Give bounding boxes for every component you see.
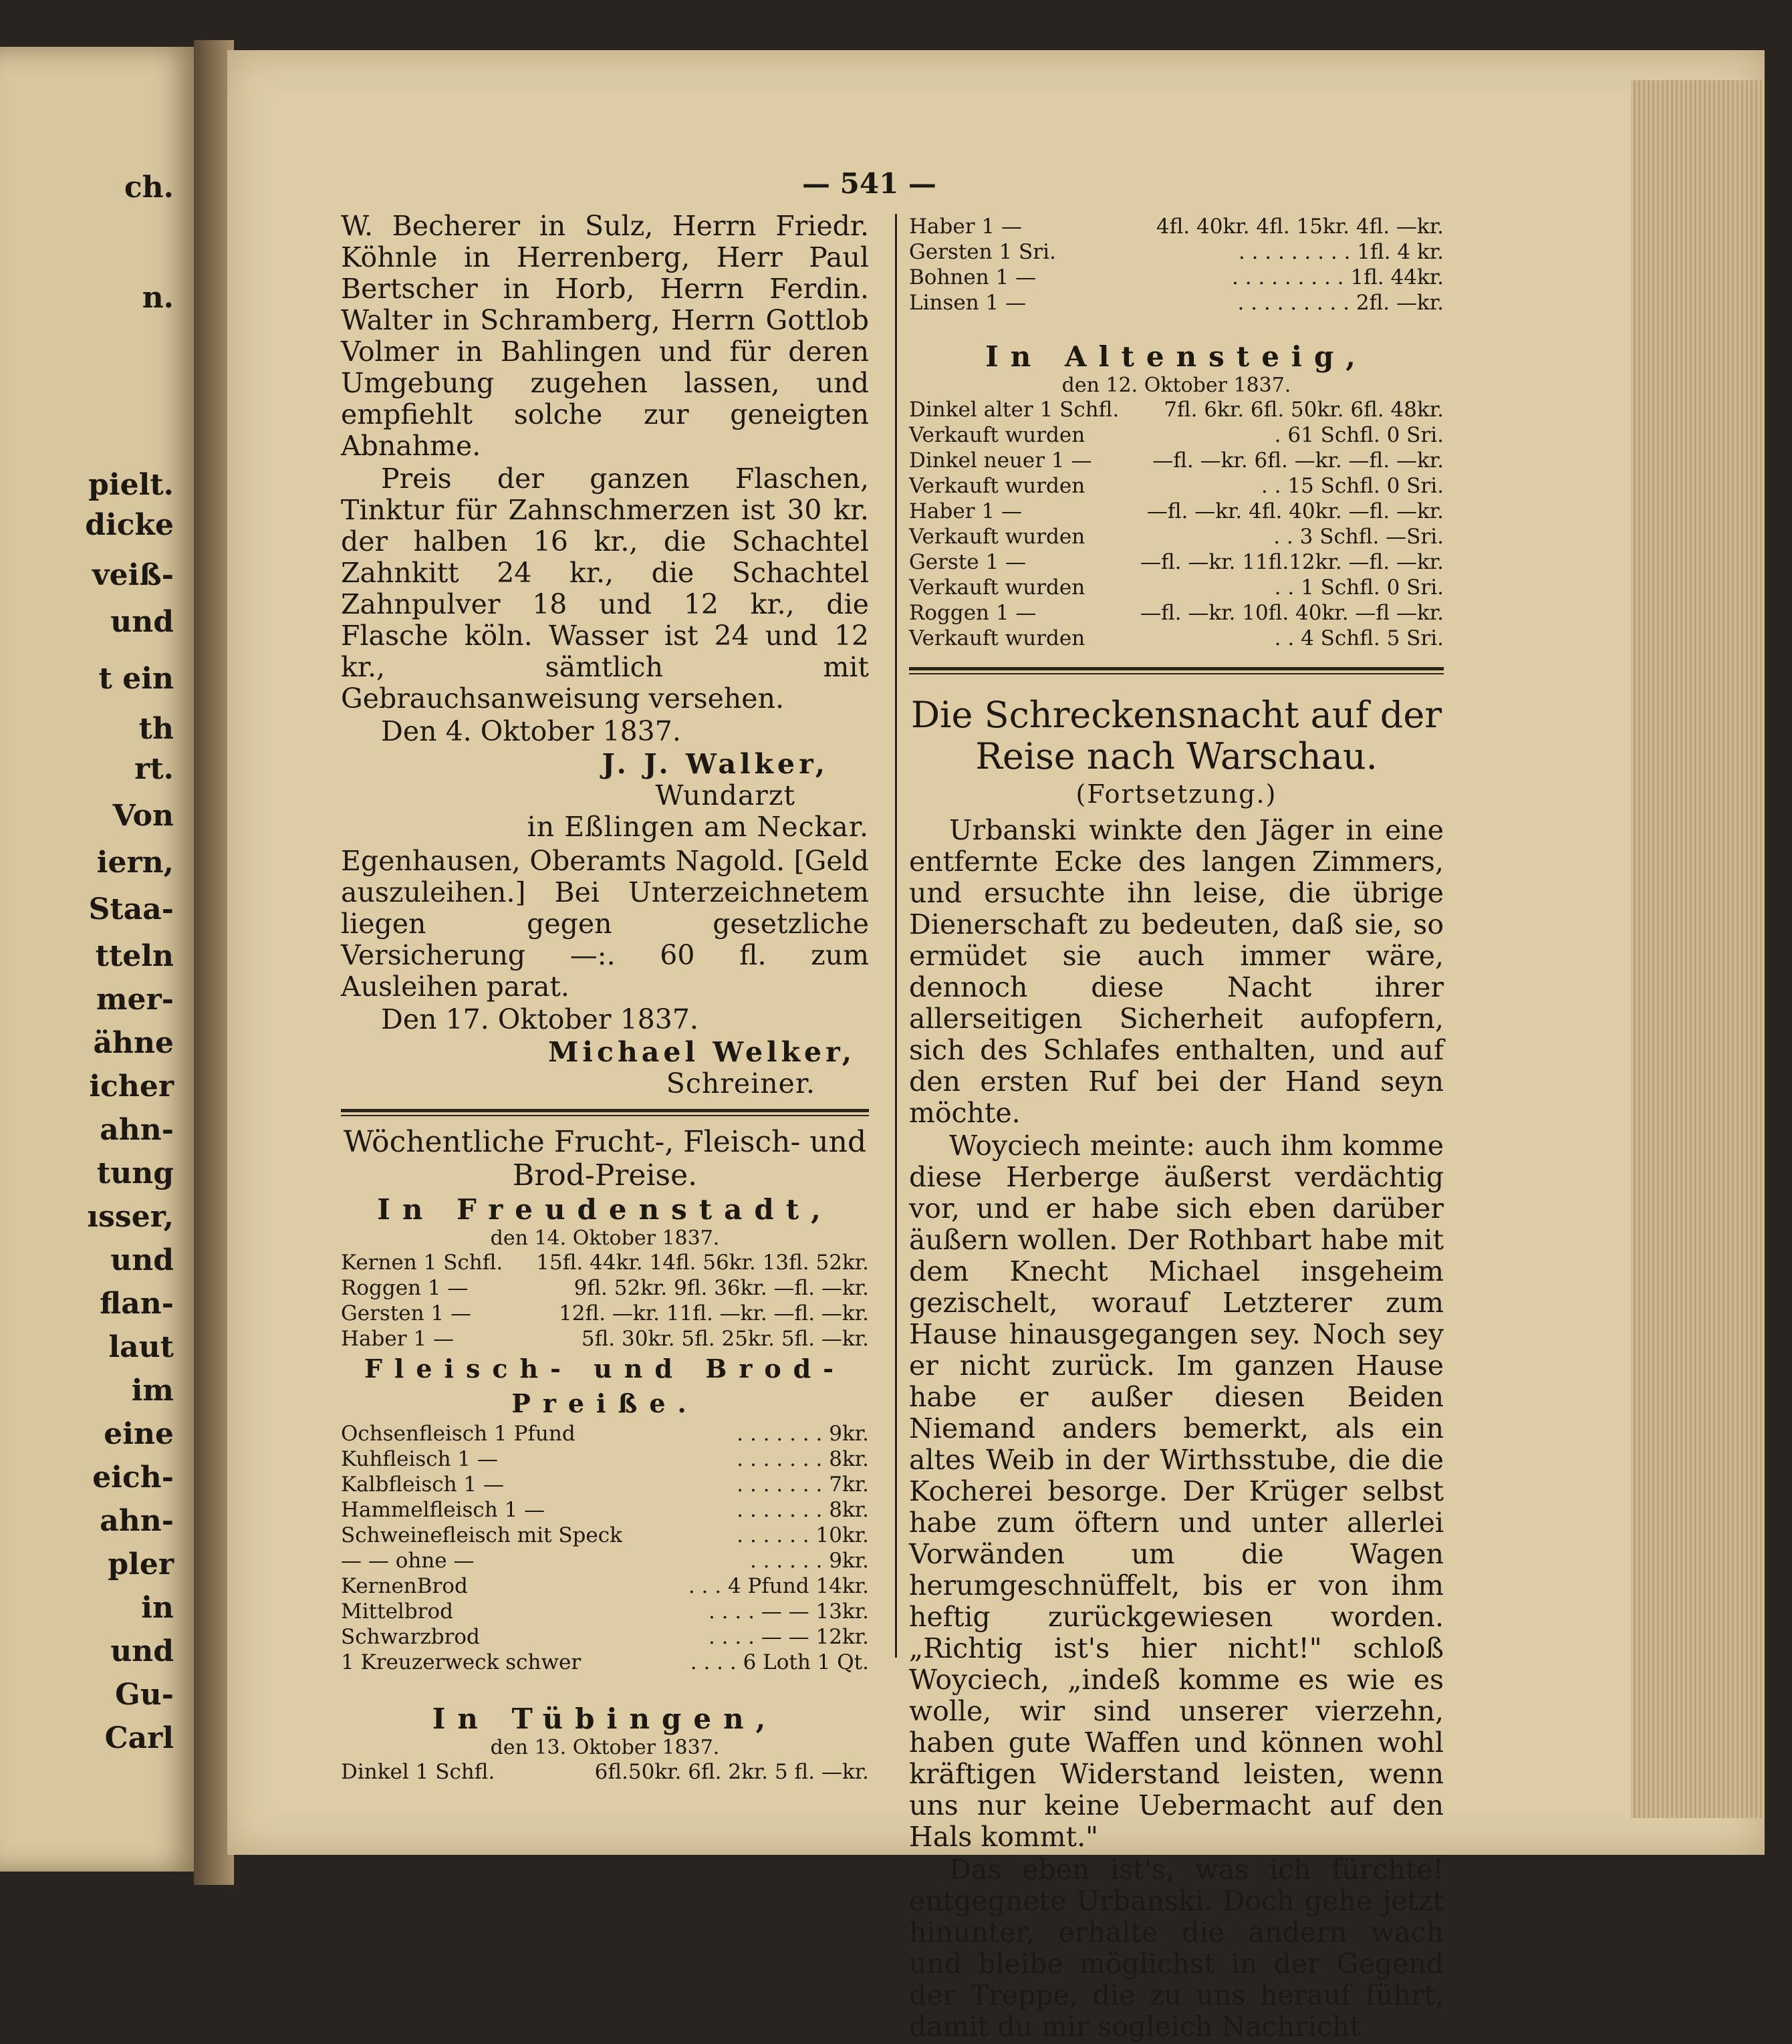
price-row-label: Kalbfleisch 1 — bbox=[341, 1473, 505, 1497]
signature-title-2: Schreiner. bbox=[666, 1067, 815, 1100]
left-page-line: eine bbox=[104, 1417, 174, 1451]
price-row-values: . . . . . . 10kr. bbox=[737, 1523, 869, 1547]
left-page-line: tteln bbox=[95, 939, 174, 973]
signature-place-1: in Eßlingen am Neckar. bbox=[527, 811, 869, 843]
price-row bbox=[341, 1548, 869, 1573]
price-row-values: —fl. —kr. 11fl.12kr. —fl. —kr. bbox=[1140, 550, 1444, 574]
price-row bbox=[341, 1573, 869, 1599]
left-page-line: th bbox=[138, 712, 174, 746]
price-row-label: Roggen 1 — bbox=[909, 601, 1037, 625]
story-subtitle: (Fortsetzung.) bbox=[1075, 779, 1277, 809]
left-page-line: t ein bbox=[98, 662, 174, 696]
price-row bbox=[341, 1759, 869, 1785]
price-row-values: . . 3 Schfl. —Sri. bbox=[1273, 525, 1444, 549]
signature-name-1: J. J. Walker, bbox=[602, 748, 829, 780]
price-row-label: Gersten 1 — bbox=[341, 1301, 472, 1325]
price-row bbox=[909, 549, 1444, 575]
price-row-label: Verkauft wurden bbox=[909, 626, 1085, 650]
signature-title-1: Wundarzt bbox=[655, 779, 795, 811]
price-row-label: Verkauft wurden bbox=[909, 576, 1085, 600]
price-row-label: Schweinefleisch mit Speck bbox=[341, 1523, 622, 1547]
price-row-values: . . 1 Schfl. 0 Sri. bbox=[1274, 576, 1444, 600]
left-column bbox=[341, 211, 869, 1785]
signature-name-2: Michael Welker, bbox=[548, 1036, 856, 1068]
price-row-label: Dinkel neuer 1 — bbox=[909, 449, 1092, 473]
price-row-label: Roggen 1 — bbox=[341, 1276, 469, 1300]
price-row bbox=[341, 1523, 869, 1548]
column-rule bbox=[895, 214, 897, 1658]
left-page-line: flan- bbox=[100, 1287, 174, 1321]
price-row-label: Gersten 1 Sri. bbox=[909, 240, 1056, 264]
price-row-values: . . . . . . . 9kr. bbox=[737, 1422, 869, 1446]
prices-title: Wöchentliche Frucht-, Fleisch- und Brod-Preise. bbox=[343, 1125, 867, 1192]
price-row-label: Schwarzbrod bbox=[341, 1625, 480, 1649]
price-row-label: Linsen 1 — bbox=[909, 291, 1027, 315]
ad-date-2: Den 17. Oktober 1837. bbox=[381, 1003, 698, 1035]
tuebingen-heading: In Tübingen, bbox=[432, 1702, 778, 1735]
price-row bbox=[909, 422, 1444, 448]
freudenstadt-table bbox=[341, 1250, 869, 1352]
price-row-values: 5fl. 30kr. 5fl. 25kr. 5fl. —kr. bbox=[581, 1327, 869, 1351]
price-row bbox=[341, 1472, 869, 1497]
freudenstadt-heading: In Freudenstadt, bbox=[377, 1193, 833, 1226]
price-row-values: . 61 Schfl. 0 Sri. bbox=[1274, 423, 1444, 447]
price-row-values: 15fl. 44kr. 14fl. 56kr. 13fl. 52kr. bbox=[536, 1251, 869, 1275]
price-row-label: Verkauft wurden bbox=[909, 474, 1085, 498]
left-page-line: eich- bbox=[92, 1460, 174, 1495]
price-row-values: . . . 4 Pfund 14kr. bbox=[688, 1574, 869, 1598]
left-page-line: tung bbox=[96, 1156, 174, 1190]
price-row bbox=[341, 1650, 869, 1675]
page-edges bbox=[1631, 80, 1765, 1818]
price-row bbox=[909, 626, 1444, 651]
right-column bbox=[909, 214, 1444, 2044]
price-row-label: Hammelfleisch 1 — bbox=[341, 1498, 545, 1522]
price-row bbox=[909, 499, 1444, 524]
price-row-values: —fl. —kr. 10fl. 40kr. —fl —kr. bbox=[1140, 601, 1444, 625]
price-row-values: . . . . . . . . . 2fl. —kr. bbox=[1237, 291, 1444, 315]
tuebingen-date: den 13. Oktober 1837. bbox=[490, 1736, 720, 1759]
price-row bbox=[909, 265, 1444, 290]
price-row-values: . . 4 Schfl. 5 Sri. bbox=[1274, 626, 1444, 650]
price-row-values: —fl. —kr. 4fl. 40kr. —fl. —kr. bbox=[1146, 499, 1444, 523]
left-page-line: iern, bbox=[96, 846, 174, 880]
left-page-line: ahn- bbox=[100, 1504, 174, 1538]
left-page-line: ısser, bbox=[87, 1200, 174, 1234]
ad-date-1: Den 4. Oktober 1837. bbox=[381, 715, 681, 747]
left-page-line: ahn- bbox=[100, 1113, 174, 1147]
story-title: Die Schreckensnacht auf der Reise nach Warschau. bbox=[910, 694, 1442, 777]
price-row-label: Dinkel alter 1 Schfl. bbox=[909, 398, 1120, 422]
price-row bbox=[909, 448, 1444, 473]
left-page-line: ähne bbox=[93, 1026, 174, 1060]
price-row-label: KernenBrod bbox=[341, 1574, 468, 1598]
ad-paragraph-2: Preis der ganzen Flaschen, Tinktur für Zahnschmerzen ist 30 kr. der halben 16 kr., die Schachtel Zahnkitt 24 kr., die Schachtel Zahnpulver 18 und 12 kr., die Flasche köln. Wasser ist 24 und 12 kr., sämtlich mit Gebrauchsanweisung versehen. bbox=[341, 463, 869, 715]
price-row-values: . . . . . . . 7kr. bbox=[737, 1473, 869, 1497]
left-page-line: Gu- bbox=[115, 1678, 174, 1712]
freudenstadt-date: den 14. Oktober 1837. bbox=[490, 1227, 720, 1250]
price-row bbox=[341, 1250, 869, 1275]
left-page-line: im bbox=[131, 1374, 174, 1408]
price-row-values: 7fl. 6kr. 6fl. 50kr. 6fl. 48kr. bbox=[1164, 398, 1444, 422]
price-row-label: 1 Kreuzerweck schwer bbox=[341, 1650, 582, 1674]
price-row-values: . . . . . . . 8kr. bbox=[737, 1498, 869, 1522]
price-row bbox=[909, 575, 1444, 600]
altensteig-table bbox=[909, 397, 1444, 651]
left-page-line: ch. bbox=[124, 170, 174, 205]
price-row-label: Ochsenfleisch 1 Pfund bbox=[341, 1422, 575, 1446]
ad-paragraph-1: W. Becherer in Sulz, Herrn Friedr. Köhnle in Herrenberg, Herr Paul Bertscher in Horb, Herrn Ferdin. Walter in Schramberg, Herrn Gottlob Volmer in Bahlingen und für deren Umgebung zugehen lassen, und empfiehlt solche zur geneigten Abnahme. bbox=[341, 210, 869, 462]
top-price-table bbox=[909, 214, 1444, 315]
page-number: — 541 — bbox=[802, 167, 936, 200]
price-row-values: . . . . . . . 8kr. bbox=[737, 1447, 869, 1471]
story-paragraph-1: Urbanski winkte den Jäger in eine entfernte Ecke des langen Zimmers, und ersuchte ihn leise, die übrige Dienerschaft zu bedeuten, daß sie, so ermüdet sie auch immer wäre, dennoch diese Nacht ihrer allerseitigen Sicherheit aufopfern, sich des Schlafes enthalten, und auf den ersten Ruf bei der Hand seyn möchte. bbox=[909, 814, 1444, 1129]
tuebingen-table bbox=[341, 1759, 869, 1785]
price-row-label: Haber 1 — bbox=[909, 215, 1022, 239]
price-row-values: 9fl. 52kr. 9fl. 36kr. —fl. —kr. bbox=[573, 1276, 869, 1300]
price-row-values: . . 15 Schfl. 0 Sri. bbox=[1261, 474, 1444, 498]
left-page-line: n. bbox=[142, 281, 174, 315]
price-row bbox=[909, 239, 1444, 265]
price-row bbox=[341, 1599, 869, 1624]
price-row-label: — — ohne — bbox=[341, 1549, 475, 1573]
ad-paragraph-3: Egenhausen, Oberamts Nagold. [Geld auszuleihen.] Bei Unterzeichnetem liegen gegen gesetzliche Versicherung —:. 60 fl. zum Ausleihen parat. bbox=[341, 845, 869, 1003]
meat-bread-table bbox=[341, 1421, 869, 1675]
price-row-label: Verkauft wurden bbox=[909, 423, 1085, 447]
price-row-label: Kuhfleisch 1 — bbox=[341, 1447, 499, 1471]
price-row-label: Mittelbrod bbox=[341, 1600, 454, 1624]
price-row-values: 12fl. —kr. 11fl. —kr. —fl. —kr. bbox=[559, 1301, 869, 1325]
left-page-line: laut bbox=[108, 1330, 174, 1364]
price-row-values: . . . . . . . . . 1fl. 44kr. bbox=[1232, 265, 1444, 289]
price-row-values: —fl. —kr. 6fl. —kr. —fl. —kr. bbox=[1152, 449, 1444, 473]
story-paragraph-3: Das eben ist's, was ich fürchte! entgegnete Urbanski. Doch gehe jetzt hinunter, erhalte die andern wach und bleibe möglichst in der Gegend der Treppe, die zu uns herauf führt, damit du mir sogleich Nachricht bbox=[909, 1854, 1444, 2043]
price-row bbox=[909, 397, 1444, 422]
left-page-line: in bbox=[141, 1591, 174, 1625]
price-row-label: Dinkel 1 Schfl. bbox=[341, 1760, 495, 1784]
left-page-line: dicke bbox=[85, 508, 174, 542]
price-row-label: Verkauft wurden bbox=[909, 525, 1085, 549]
price-row-values: . . . . . . 9kr. bbox=[749, 1549, 869, 1573]
left-page-fragment bbox=[0, 47, 201, 1872]
left-page-line: pler bbox=[108, 1547, 174, 1581]
price-row-label: Kernen 1 Schfl. bbox=[341, 1251, 503, 1275]
left-page-line: und bbox=[110, 1634, 174, 1668]
left-page-line: Staa- bbox=[88, 892, 174, 926]
price-row-label: Gerste 1 — bbox=[909, 550, 1027, 574]
price-row bbox=[909, 290, 1444, 315]
price-row-values: . . . . — — 12kr. bbox=[708, 1625, 869, 1649]
left-page-line: Carl bbox=[104, 1721, 174, 1755]
left-page-line: icher bbox=[89, 1069, 174, 1104]
price-row bbox=[341, 1446, 869, 1472]
meat-heading: Fleisch- und Brod-Preiße. bbox=[364, 1354, 846, 1418]
altensteig-heading: In Altensteig, bbox=[985, 340, 1368, 373]
left-page-line: pielt. bbox=[88, 468, 174, 502]
price-row-values: 6fl.50kr. 6fl. 2kr. 5 fl. —kr. bbox=[594, 1760, 869, 1784]
price-row-label: Haber 1 — bbox=[909, 499, 1022, 523]
price-row-values: . . . . . . . . . 1fl. 4 kr. bbox=[1238, 240, 1444, 264]
price-row bbox=[341, 1497, 869, 1523]
price-row bbox=[909, 524, 1444, 549]
price-row bbox=[341, 1326, 869, 1352]
story-paragraph-2: Woyciech meinte: auch ihm komme diese Herberge äußerst verdächtig vor, und er habe sich eben darüber äußern wollen. Der Rothbart habe mit dem Knecht Michael insgeheim gezischelt, worauf Letzterer zum Hause hinausgegangen sey. Noch sey er nicht zurück. Im ganzen Hause habe er außer diesen Beiden Niemand anders bemerkt, als ein altes Weib in der Wirthsstube, die die Kocherei besorge. Der Krüger selbst habe zum öftern und unter allerlei Vorwänden um die Wagen herumgeschnüffelt, bis er von ihm heftig zurückgewiesen worden. „Richtig ist's hier nicht!" schloß Woyciech, „indeß komme es wie es wolle, wir sind unserer vierzehn, haben gute Waffen und können wohl kräftigen Widerstand leisten, wenn uns nur keine Uebermacht auf den Hals kommt." bbox=[909, 1130, 1444, 1853]
price-row-values: 4fl. 40kr. 4fl. 15kr. 4fl. —kr. bbox=[1156, 215, 1444, 239]
price-row bbox=[909, 214, 1444, 239]
price-row bbox=[909, 473, 1444, 499]
price-row-label: Haber 1 — bbox=[341, 1327, 454, 1351]
price-row bbox=[341, 1421, 869, 1446]
price-row-values: . . . . — — 13kr. bbox=[708, 1600, 869, 1624]
left-page-line: und bbox=[110, 605, 174, 639]
price-row bbox=[341, 1624, 869, 1650]
section-divider-2 bbox=[909, 667, 1444, 674]
left-page-line: veiß- bbox=[92, 558, 174, 592]
price-row-values: . . . . 6 Loth 1 Qt. bbox=[690, 1650, 869, 1674]
left-page-line: Von bbox=[112, 799, 174, 833]
price-row bbox=[909, 600, 1444, 626]
altensteig-date: den 12. Oktober 1837. bbox=[1061, 374, 1291, 397]
price-row-label: Bohnen 1 — bbox=[909, 265, 1037, 289]
section-divider bbox=[341, 1109, 869, 1116]
left-page-line: rt. bbox=[134, 752, 174, 786]
left-page-line: mer- bbox=[96, 983, 174, 1017]
price-row bbox=[341, 1275, 869, 1301]
price-row bbox=[341, 1301, 869, 1326]
left-page-line: und bbox=[110, 1243, 174, 1277]
